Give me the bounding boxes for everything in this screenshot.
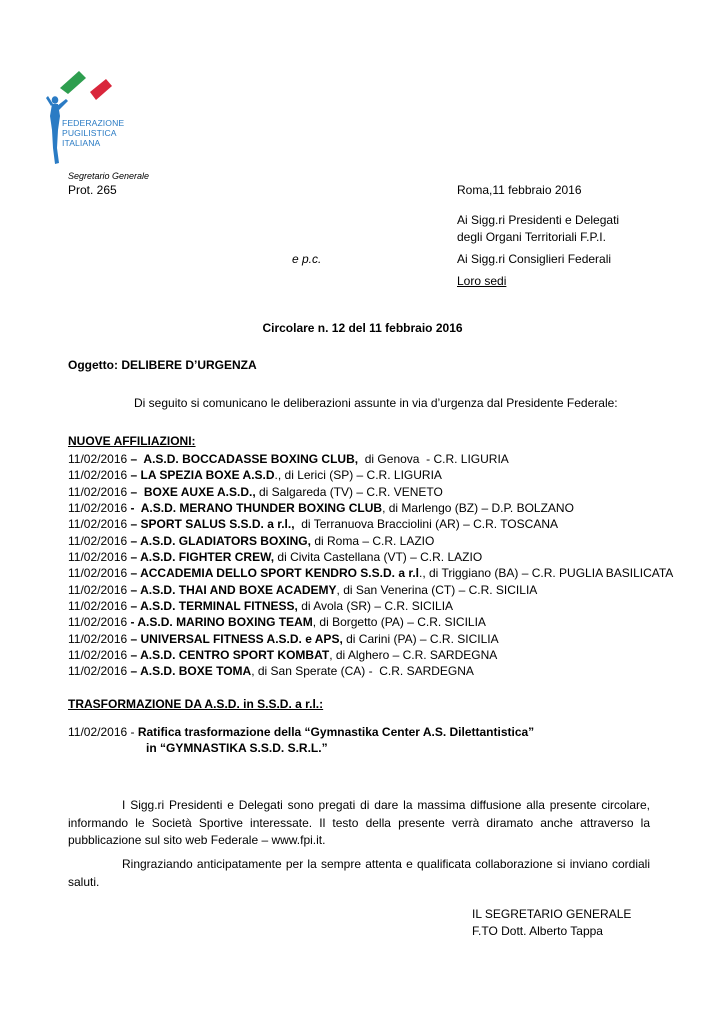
list-item xyxy=(68,533,668,549)
row-date: 11/02/2016 xyxy=(68,533,128,548)
row-rest: di Genova - C.R. LIGURIA xyxy=(358,452,509,466)
row-sep: – xyxy=(127,664,141,679)
row-rest: di Avola (SR) – C.R. SICILIA xyxy=(297,598,454,613)
row-date: 11/02/2016 xyxy=(68,452,128,466)
loro-sedi: Loro sedi xyxy=(457,274,507,288)
row-rest: di Roma – C.R. LAZIO xyxy=(310,533,435,548)
row-rest: , di San Sperate (CA) - C.R. SARDEGNA xyxy=(251,664,474,679)
protocol-number: Prot. 265 xyxy=(68,183,117,197)
row-sep: – xyxy=(127,631,141,646)
row-rest: di Terranuova Bracciolini (AR) – C.R. TOSCANA xyxy=(294,517,558,532)
affiliations-heading: NUOVE AFFILIAZIONI: xyxy=(68,434,196,448)
body-paragraph xyxy=(68,856,650,891)
club-name: A.S.D. TERMINAL FITNESS, xyxy=(140,598,298,613)
row-sep: – xyxy=(127,533,141,548)
cc-recipient: Ai Sigg.ri Consiglieri Federali xyxy=(457,252,612,266)
row-sep: – xyxy=(127,517,141,532)
transformation-date: 11/02/2016 - xyxy=(68,725,138,739)
club-name: SPORT SALUS S.S.D. a r.l., xyxy=(140,517,295,532)
intro-text: Di seguito si comunicano le deliberazioni assunte in via d’urgenza dal Presidente Federale: xyxy=(134,396,618,410)
row-sep: – xyxy=(127,582,141,597)
list-item xyxy=(68,663,668,679)
club-name: A.S.D. BOCCADASSE BOXING CLUB, xyxy=(143,452,359,466)
signature-title: IL SEGRETARIO GENERALE xyxy=(472,907,632,921)
club-name: A.S.D. MERANO THUNDER BOXING CLUB xyxy=(140,500,383,515)
list-item xyxy=(68,467,668,483)
list-item xyxy=(68,500,668,516)
row-date: 11/02/2016 xyxy=(68,615,128,630)
row-date: 11/02/2016 xyxy=(68,598,128,613)
org-name-line3: ITALIANA xyxy=(62,138,101,148)
row-rest: ., di Lerici (SP) – C.R. LIGURIA xyxy=(274,468,442,483)
circular-title: Circolare n. 12 del 11 febbraio 2016 xyxy=(262,321,463,335)
recipient-line: Ai Sigg.ri Presidenti e Delegati xyxy=(457,213,620,227)
row-rest: di Civita Castellana (VT) – C.R. LAZIO xyxy=(274,549,483,564)
row-sep: - xyxy=(127,500,141,515)
row-date: 11/02/2016 xyxy=(68,664,128,679)
row-sep: – xyxy=(127,452,144,466)
org-name-line1: FEDERAZIONE xyxy=(62,118,125,128)
transformation-heading: TRASFORMAZIONE DA A.S.D. in S.S.D. a r.l.: xyxy=(68,697,324,711)
org-name-line2: PUGILISTICA xyxy=(62,128,117,138)
cc-label: e p.c. xyxy=(292,252,322,266)
list-item xyxy=(68,631,668,647)
row-sep: – xyxy=(127,566,141,581)
row-sep: - xyxy=(127,615,138,630)
row-date: 11/02/2016 xyxy=(68,549,128,564)
body-paragraph xyxy=(68,797,650,850)
transformation-text: Ratifica trasformazione della “Gymnastika Center A.S. Dilettantistica” xyxy=(137,725,535,739)
letter-date: Roma,11 febbraio 2016 xyxy=(457,183,582,197)
club-name: A.S.D. FIGHTER CREW, xyxy=(140,549,275,564)
paragraph-text: I Sigg.ri Presidenti e Delegati sono pregati di dare la massima diffusione alla presente circolare, informando le Società Sportive interessate. Il testo della presente verrà diramato anche attraverso la pubblicazione sul sito web Federale – www.fpi.it. xyxy=(68,798,650,847)
list-item xyxy=(68,549,668,565)
recipient-line: degli Organi Territoriali F.P.I. xyxy=(457,229,606,244)
club-name: A.S.D. BOXE TOMA xyxy=(140,664,252,679)
row-rest: di Carini (PA) – C.R. SICILIA xyxy=(342,631,499,646)
transformation-line2 xyxy=(68,740,668,756)
signature-block xyxy=(472,906,631,940)
recipients xyxy=(457,212,677,245)
signature-name: F.TO Dott. Alberto Tappa xyxy=(472,924,603,938)
club-name: LA SPEZIA BOXE A.S.D xyxy=(140,468,275,483)
row-rest: di Salgareda (TV) – C.R. VENETO xyxy=(255,484,443,499)
row-date: 11/02/2016 xyxy=(68,468,128,483)
row-date: 11/02/2016 xyxy=(68,517,128,532)
logo-green-flag xyxy=(60,71,86,94)
list-item xyxy=(68,582,668,598)
row-rest: ., di Triggiano (BA) – C.R. PUGLIA BASILICATA xyxy=(419,566,674,581)
transformation-new-name: in “GYMNASTIKA S.S.D. S.R.L.” xyxy=(146,741,328,756)
list-item xyxy=(68,484,668,500)
subject: Oggetto: DELIBERE D’URGENZA xyxy=(68,358,257,372)
row-rest: , di Borgetto (PA) – C.R. SICILIA xyxy=(312,615,486,630)
paragraph-text: Ringraziando anticipatamente per la sempre attenta e qualificata collaborazione si inviano cordiali saluti. xyxy=(68,857,650,889)
club-name: ACCADEMIA DELLO SPORT KENDRO S.S.D. a r.l xyxy=(140,566,419,581)
club-name: A.S.D. THAI AND BOXE ACADEMY xyxy=(140,582,337,597)
club-name: A.S.D. CENTRO SPORT KOMBAT xyxy=(140,647,330,662)
row-rest: , di San Venerina (CT) – C.R. SICILIA xyxy=(336,582,538,597)
row-sep: – xyxy=(127,598,141,613)
list-item xyxy=(68,516,668,532)
row-rest: , di Alghero – C.R. SARDEGNA xyxy=(329,647,498,662)
row-date: 11/02/2016 xyxy=(68,500,128,515)
club-name: BOXE AUXE A.S.D., xyxy=(143,484,256,499)
club-name: A.S.D. MARINO BOXING TEAM xyxy=(137,615,313,630)
row-date: 11/02/2016 xyxy=(68,582,128,597)
transformation-line1 xyxy=(68,724,668,740)
row-rest: , di Marlengo (BZ) – D.P. BOLZANO xyxy=(382,500,574,515)
org-name xyxy=(62,118,124,148)
logo-red-flag xyxy=(90,79,112,100)
list-item xyxy=(68,614,668,630)
row-date: 11/02/2016 xyxy=(68,631,128,646)
row-sep: – xyxy=(127,484,144,499)
row-sep: – xyxy=(127,468,141,483)
club-name: UNIVERSAL FITNESS A.S.D. e APS, xyxy=(140,631,343,646)
row-sep: – xyxy=(127,647,141,662)
club-name: A.S.D. GLADIATORS BOXING, xyxy=(140,533,311,548)
affiliations-list xyxy=(68,451,674,680)
row-date: 11/02/2016 xyxy=(68,484,128,499)
list-item xyxy=(68,647,668,663)
row-date: 11/02/2016 xyxy=(68,566,128,581)
list-item xyxy=(68,598,668,614)
row-sep: – xyxy=(127,549,141,564)
list-item xyxy=(68,565,674,581)
list-item xyxy=(68,451,668,467)
transformation-item xyxy=(68,724,668,756)
office-label: Segretario Generale xyxy=(68,171,150,181)
row-date: 11/02/2016 xyxy=(68,647,128,662)
